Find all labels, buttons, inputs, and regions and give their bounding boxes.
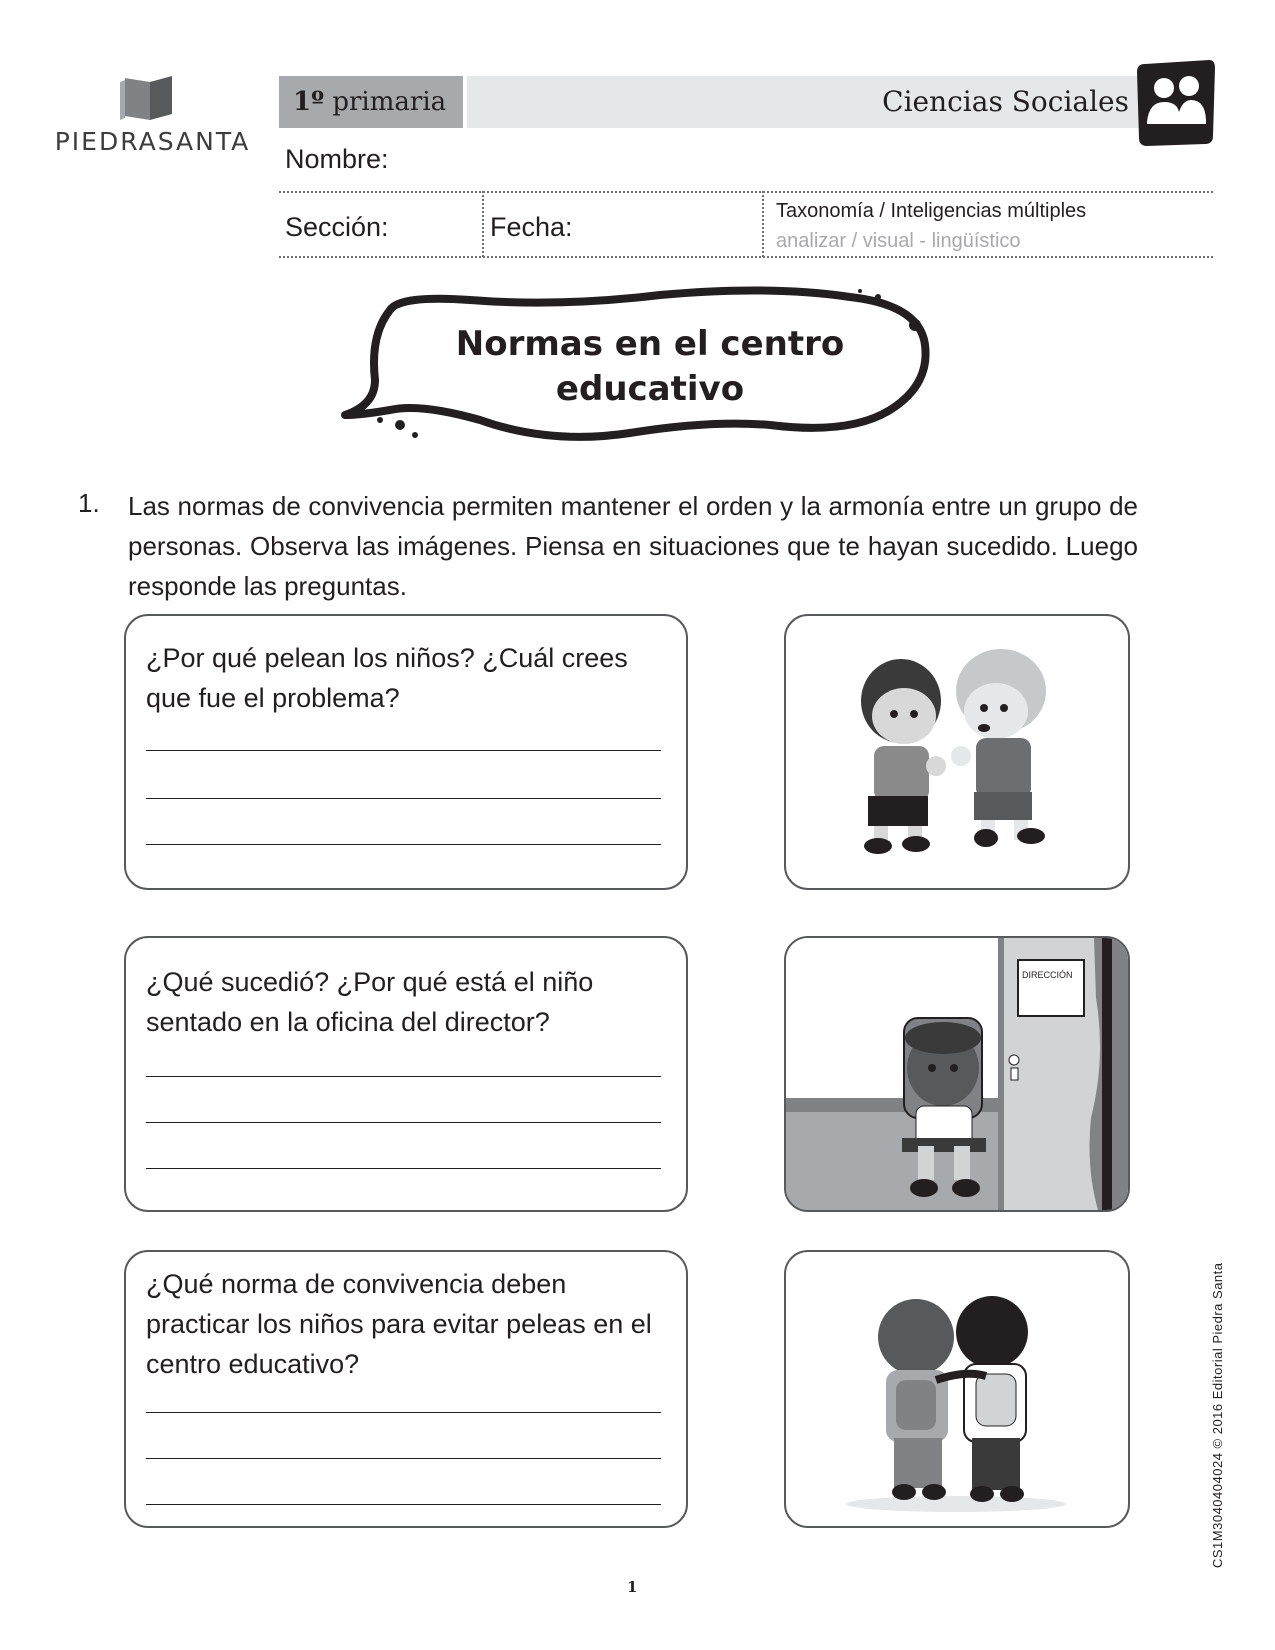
answer-line[interactable]: [146, 1458, 661, 1459]
question-3-text: ¿Qué norma de convivencia deben practicar los niños para evitar peleas en el centro educativo?: [146, 1269, 652, 1379]
title-line-2: educativo: [555, 369, 745, 409]
answer-line[interactable]: [146, 798, 661, 799]
people-icon: [1137, 60, 1215, 146]
exercise-instruction: Las normas de convivencia permiten mantener el orden y la armonía entre un grupo de personas. Observa las imágenes. Piensa en situaciones que te hayan sucedido. Luego responde las preguntas.: [128, 491, 1138, 601]
divider: [482, 191, 484, 257]
logo-text: PIEDRASANTA: [54, 127, 251, 156]
taxonomy-values: analizar / visual - lingüístico: [776, 230, 1021, 252]
name-label: Nombre:: [285, 144, 389, 174]
section-field[interactable]: [390, 205, 470, 245]
principal-office-illustration: [786, 938, 1128, 1210]
boys-walking-illustration: [786, 1252, 1128, 1526]
copyright-note: CS1M3040404024 © 2016 Editorial Piedra Santa: [1210, 1262, 1225, 1568]
question-2-text: ¿Qué sucedió? ¿Por qué está el niño sentado en la oficina del director?: [146, 967, 594, 1037]
publisher-logo: [50, 72, 255, 172]
question-box-2: [124, 936, 688, 1212]
exercise-number: 1.: [78, 488, 100, 518]
grade-label: [279, 76, 463, 128]
answer-line[interactable]: [146, 1122, 661, 1123]
taxonomy-title: Taxonomía / Inteligencias múltiples: [776, 200, 1087, 222]
image-box-3: [784, 1250, 1130, 1528]
question-box-1: [124, 614, 688, 890]
title-line-1: Normas en el centro: [455, 324, 845, 364]
divider: [762, 191, 764, 257]
grade-text: primaria: [332, 87, 447, 117]
answer-line[interactable]: [146, 1504, 661, 1505]
page-title: [440, 322, 860, 412]
divider: [279, 191, 1213, 193]
question-box-3: [124, 1250, 688, 1528]
grade-number: 1º: [293, 87, 325, 117]
answer-line[interactable]: [146, 1076, 661, 1077]
subject-title: Ciencias Sociales: [467, 76, 1145, 128]
question-1-text: ¿Por qué pelean los niños? ¿Cuál crees que fue el problema?: [146, 643, 628, 713]
date-field[interactable]: [580, 205, 750, 245]
answer-line[interactable]: [146, 844, 661, 845]
image-box-1: [784, 614, 1130, 890]
image-box-2: [784, 936, 1130, 1212]
door-sign: DIRECCIÓN: [1022, 970, 1073, 980]
book-logo-icon: [50, 72, 255, 127]
boys-fighting-illustration: [786, 616, 1128, 888]
section-label: Sección:: [285, 212, 389, 242]
answer-line[interactable]: [146, 750, 661, 751]
divider: [279, 256, 1213, 258]
page-number: 1: [627, 1578, 638, 1596]
date-label: Fecha:: [490, 212, 573, 242]
answer-line[interactable]: [146, 1412, 661, 1413]
name-field[interactable]: [430, 150, 1150, 180]
answer-line[interactable]: [146, 1168, 661, 1169]
